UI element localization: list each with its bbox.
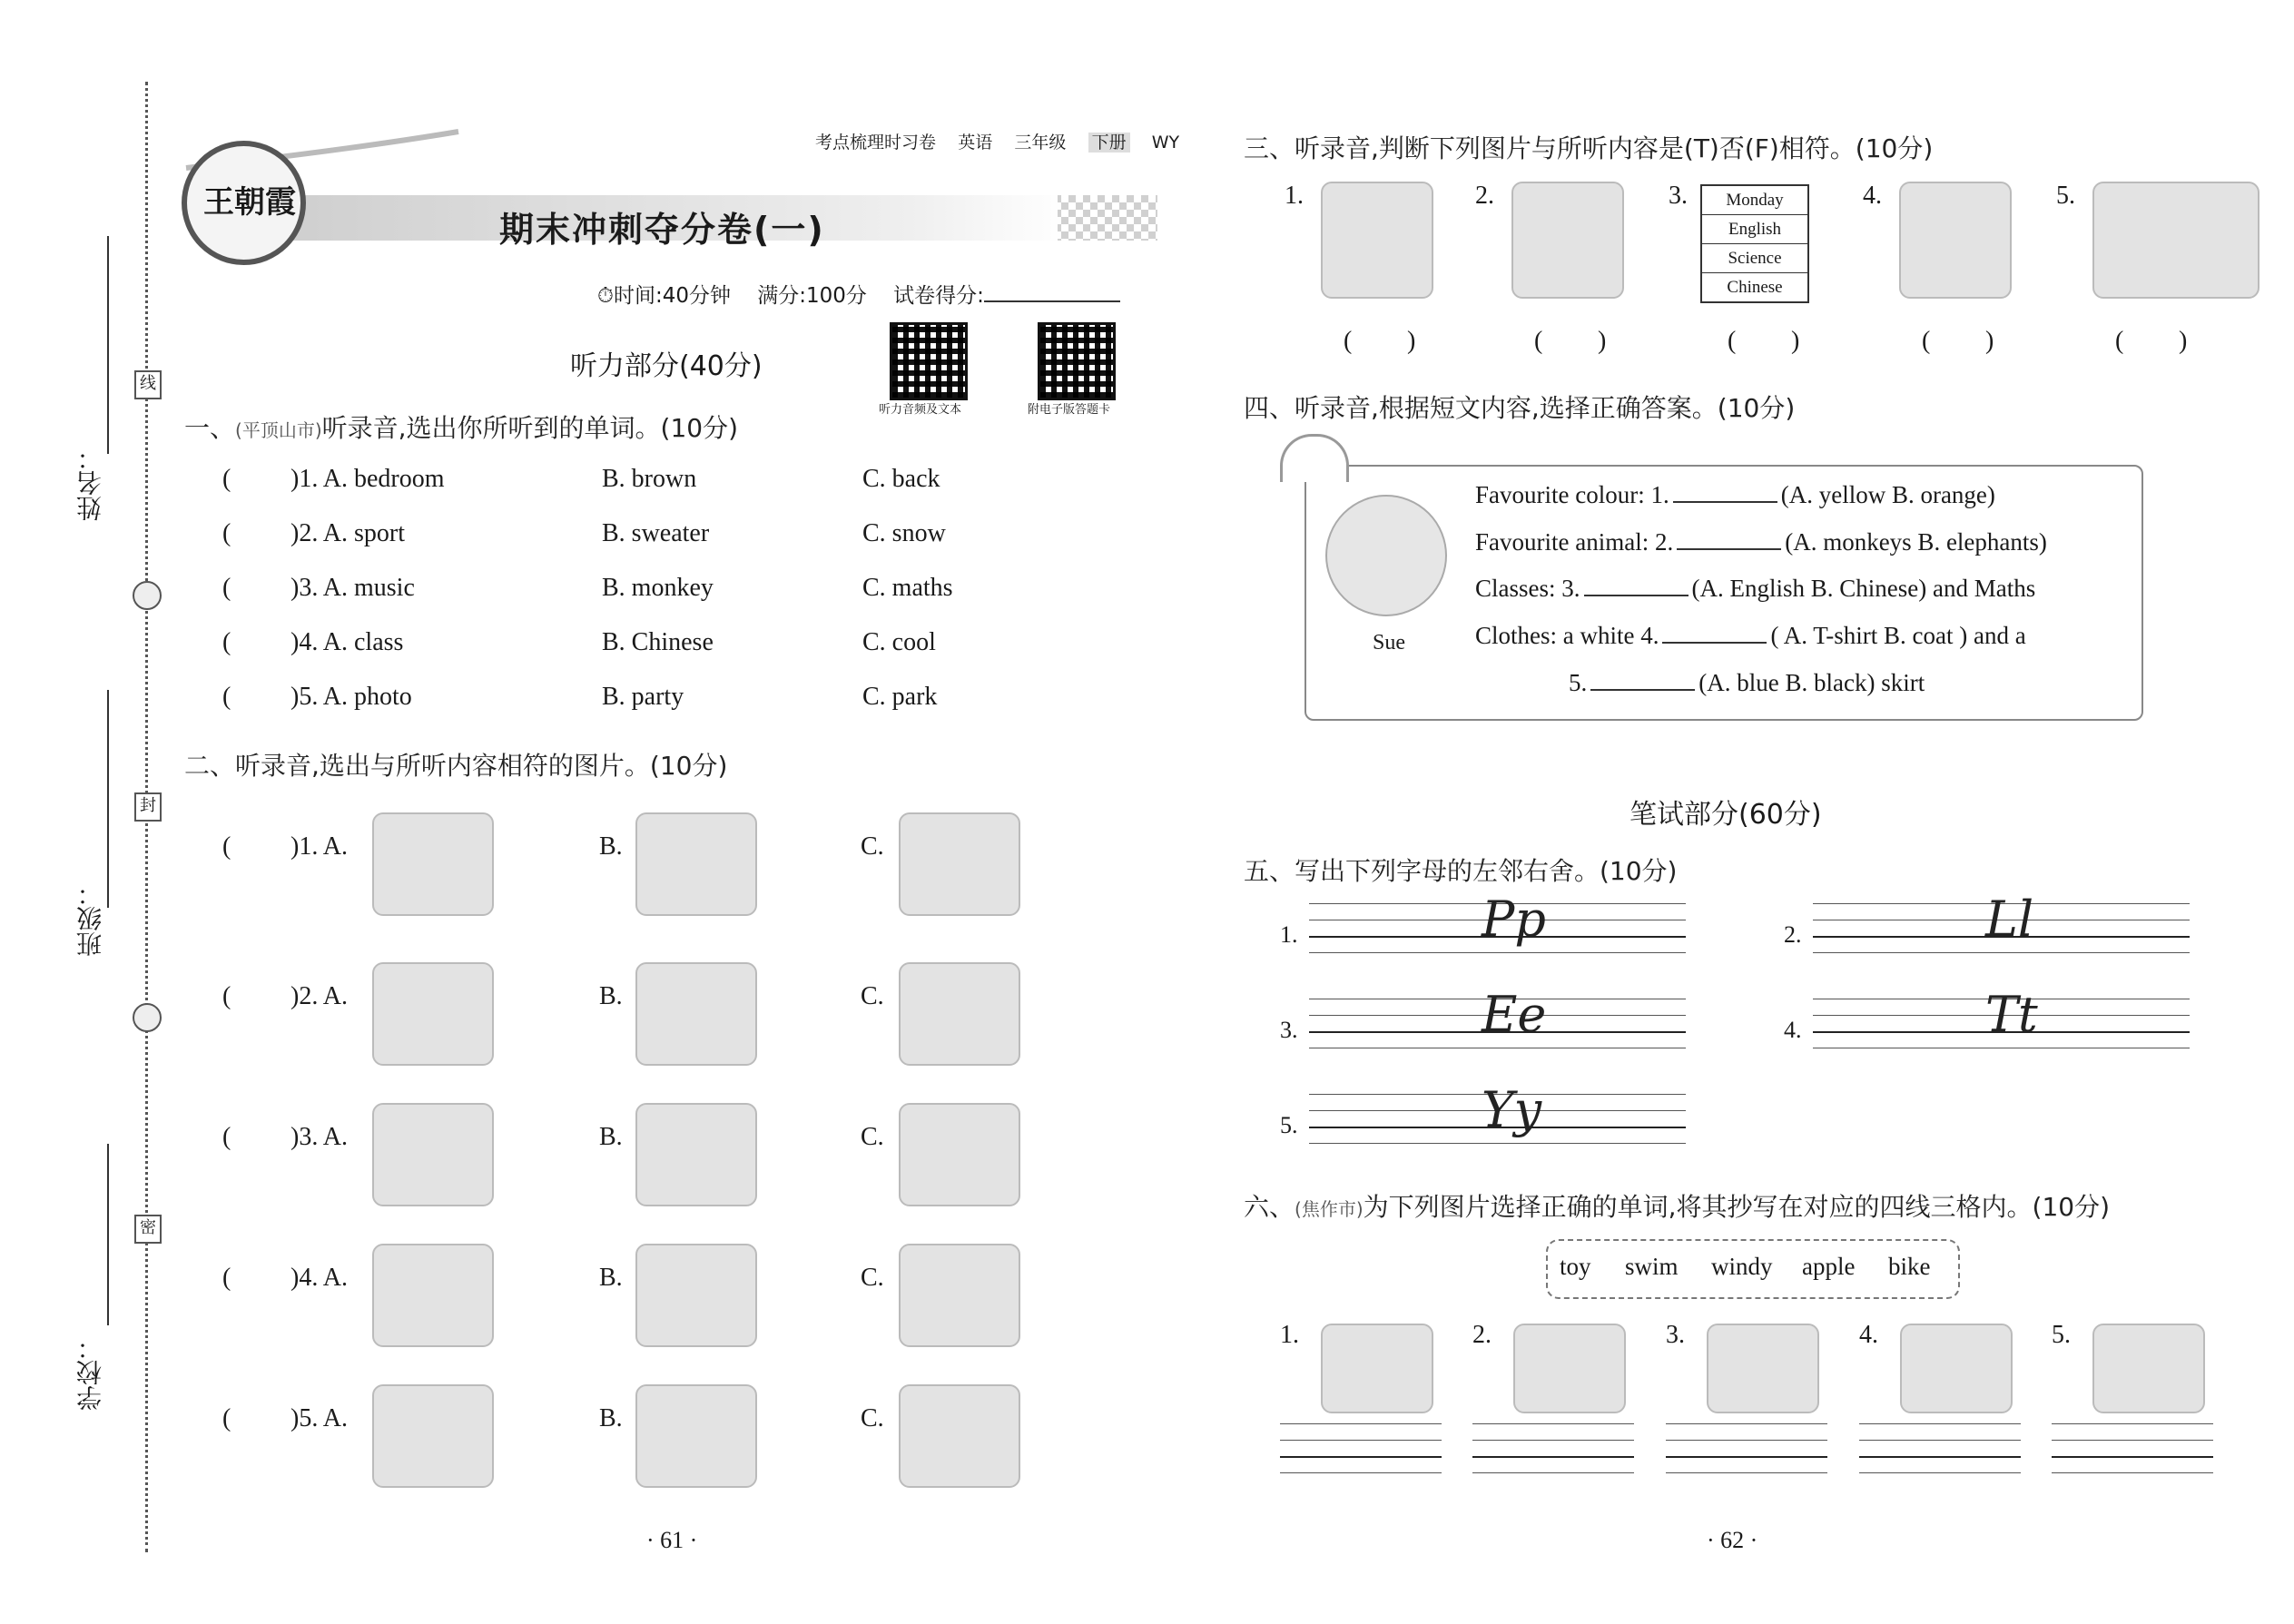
grid-line bbox=[1280, 1423, 1442, 1424]
option-b-label: B. bbox=[599, 1123, 623, 1151]
letter-sample: Yy bbox=[1482, 1081, 1542, 1138]
answer-blank[interactable] bbox=[1590, 689, 1695, 691]
item-number: 2. bbox=[1784, 921, 1802, 948]
grid-line bbox=[1666, 1472, 1827, 1473]
word-bank-item: toy bbox=[1560, 1253, 1591, 1280]
q6-instruction: 为下列图片选择正确的单词,将其抄写在对应的四线三格内。(10分) bbox=[1363, 1192, 2111, 1222]
q3-title: 三、听录音,判断下列图片与所听内容是(T)否(F)相符。(10分) bbox=[1244, 133, 1934, 163]
grade: 三年级 bbox=[1014, 133, 1067, 153]
q6-region-tag: (焦作市) bbox=[1295, 1198, 1364, 1220]
edition: WY bbox=[1151, 133, 1180, 153]
brand-logo bbox=[182, 141, 306, 265]
line-prefix: Clothes: a white 4. bbox=[1475, 622, 1659, 649]
shirt-icon bbox=[899, 1103, 1020, 1206]
grid-line bbox=[2052, 1440, 2213, 1441]
grid-line bbox=[1859, 1440, 2021, 1441]
boy-on-sofa-icon bbox=[899, 962, 1020, 1066]
option-b: B. Chinese bbox=[602, 628, 714, 656]
bicycle-icon bbox=[1707, 1324, 1819, 1413]
option-c: C. maths bbox=[862, 574, 953, 602]
audio-qr-code[interactable] bbox=[890, 322, 968, 400]
option-c: C. park bbox=[862, 683, 938, 711]
option-c-label: C. bbox=[861, 982, 884, 1010]
option-a-label: )2. A. bbox=[290, 982, 348, 1010]
cap-with-panda-icon bbox=[899, 812, 1020, 916]
four-line-grid[interactable] bbox=[2052, 1423, 2213, 1478]
option-a: )3. A. music bbox=[290, 574, 415, 602]
option-c: C. cool bbox=[862, 628, 936, 656]
line-prefix: Classes: 3. bbox=[1475, 575, 1580, 602]
grid-line bbox=[1472, 1440, 1634, 1441]
answer-paren[interactable]: ( bbox=[1534, 327, 1543, 355]
option-a: )2. A. sport bbox=[290, 519, 405, 547]
line-options: (A. blue B. black) skirt bbox=[1698, 669, 1925, 696]
option-a-label: )1. A. bbox=[290, 832, 348, 861]
woman-at-computer-icon bbox=[635, 1384, 757, 1488]
grid-line bbox=[1859, 1423, 2021, 1424]
answer-qr-label: 附电子版答题卡 bbox=[1028, 403, 1111, 417]
answer-paren[interactable]: ( bbox=[222, 574, 231, 602]
option-a: )5. A. photo bbox=[290, 683, 412, 711]
answer-blank[interactable] bbox=[1584, 595, 1689, 596]
option-b: B. brown bbox=[602, 465, 697, 493]
item-number: 2. bbox=[1472, 1321, 1492, 1349]
q6-num: 六、 bbox=[1244, 1192, 1295, 1222]
grid-line bbox=[1472, 1456, 1634, 1458]
girl-at-door-icon bbox=[372, 1384, 494, 1488]
line-options: (A. English B. Chinese) and Maths bbox=[1691, 575, 2036, 602]
grid-line bbox=[1859, 1472, 2021, 1473]
passage-line bbox=[1475, 528, 2047, 556]
passage-line bbox=[1475, 575, 2035, 603]
grid-line bbox=[1280, 1440, 1442, 1441]
grid-line bbox=[1813, 952, 2190, 953]
rainbow-icon bbox=[1280, 434, 1349, 482]
word-bank-item: windy bbox=[1711, 1253, 1773, 1280]
option-a: )4. A. class bbox=[290, 628, 404, 656]
answer-paren-close: ) bbox=[1985, 327, 1994, 355]
passage-line bbox=[1475, 481, 1995, 509]
word-bank-item: bike bbox=[1888, 1253, 1931, 1280]
boy-standing-icon bbox=[1321, 182, 1433, 299]
series-name: 考点梳理时习卷 bbox=[815, 133, 937, 153]
girl-skipping-rope-icon bbox=[635, 1244, 757, 1347]
option-a-label: )3. A. bbox=[290, 1123, 348, 1151]
option-a: )1. A. bedroom bbox=[290, 465, 445, 493]
item-number: 3. bbox=[1666, 1321, 1685, 1349]
grid-line bbox=[1472, 1472, 1634, 1473]
girl-ping-pong-icon bbox=[372, 1244, 494, 1347]
answer-blank[interactable] bbox=[1677, 548, 1781, 550]
girl-sue-icon bbox=[1325, 495, 1447, 616]
answer-paren-close: ) bbox=[1407, 327, 1416, 355]
swimmer-icon bbox=[1513, 1324, 1626, 1413]
grid-line bbox=[1859, 1456, 2021, 1458]
option-b: B. sweater bbox=[602, 519, 710, 547]
page-number-left: · 61 · bbox=[646, 1527, 698, 1553]
seal-box-secret: 密 bbox=[134, 1215, 162, 1244]
name-label: 姓名： bbox=[75, 445, 105, 521]
seal-box-seal: 封 bbox=[134, 792, 162, 822]
class-label: 班级： bbox=[75, 881, 105, 957]
word-bank-item: apple bbox=[1802, 1253, 1856, 1280]
q1-instruction: 听录音,选出你所听到的单词。(10分) bbox=[321, 413, 739, 443]
four-line-grid[interactable] bbox=[1859, 1423, 2021, 1478]
windy-tree-icon bbox=[2092, 1324, 2205, 1413]
logo-text: 王朝霞 bbox=[203, 184, 296, 221]
answer-paren[interactable]: ( bbox=[1344, 327, 1353, 355]
boy-in-bed-icon bbox=[372, 962, 494, 1066]
grid-line bbox=[1666, 1456, 1827, 1458]
answer-paren[interactable]: ( bbox=[222, 1264, 231, 1292]
seal-box-line: 线 bbox=[134, 370, 162, 399]
option-b: B. party bbox=[602, 683, 684, 711]
passage-line bbox=[1569, 669, 1925, 697]
answer-paren[interactable]: ( bbox=[222, 519, 231, 547]
option-b-label: B. bbox=[599, 1404, 623, 1432]
option-a-label: )5. A. bbox=[290, 1404, 348, 1432]
boy-playing-football-icon bbox=[635, 962, 757, 1066]
school-line bbox=[107, 1144, 109, 1325]
q1-region-tag: (平顶山市) bbox=[235, 419, 322, 441]
written-heading: 笔试部分(60分) bbox=[1629, 799, 1822, 831]
grid-line bbox=[1280, 1472, 1442, 1473]
class-line bbox=[107, 690, 109, 908]
option-b-label: B. bbox=[599, 982, 623, 1010]
passage-line bbox=[1475, 622, 2026, 650]
page-title: 期末冲刺夺分卷(一) bbox=[499, 210, 825, 250]
panda-in-hat-icon bbox=[372, 812, 494, 916]
answer-paren[interactable]: ( bbox=[222, 1123, 231, 1151]
shop-shelf-icon bbox=[899, 1384, 1020, 1488]
option-c-label: C. bbox=[861, 1404, 884, 1432]
answer-paren[interactable]: ( bbox=[222, 683, 231, 711]
dress-icon bbox=[635, 1103, 757, 1206]
option-c: C. snow bbox=[862, 519, 946, 547]
kids-skating-icon bbox=[1899, 182, 2012, 299]
item-number: 3. bbox=[1280, 1017, 1298, 1043]
timetable-cell: English bbox=[1702, 215, 1807, 244]
answer-paren[interactable]: ( bbox=[1728, 327, 1737, 355]
word-bank-item: swim bbox=[1625, 1253, 1679, 1280]
letter-sample: Tt bbox=[1985, 986, 2038, 1043]
answer-blank[interactable] bbox=[1662, 642, 1767, 644]
q1-title bbox=[184, 408, 738, 445]
exam-info bbox=[597, 279, 1120, 309]
grid-line bbox=[2052, 1472, 2213, 1473]
four-line-grid[interactable] bbox=[1666, 1423, 1827, 1478]
item-number: 5. bbox=[2052, 1321, 2071, 1349]
line-options: ( A. T-shirt B. coat ) and a bbox=[1770, 622, 2026, 649]
option-b-label: B. bbox=[599, 1264, 623, 1292]
letter-sample: Pp bbox=[1482, 891, 1546, 948]
item-number: 2. bbox=[1475, 182, 1494, 210]
item-number: 1. bbox=[1285, 182, 1304, 210]
sweater-icon bbox=[372, 1103, 494, 1206]
apple-icon bbox=[1321, 1324, 1433, 1413]
listening-heading: 听力部分(40分) bbox=[570, 350, 763, 382]
answer-paren[interactable]: ( bbox=[222, 982, 231, 1010]
item-number: 1. bbox=[1280, 921, 1298, 948]
header-meta bbox=[815, 129, 1179, 153]
answer-paren[interactable]: ( bbox=[2115, 327, 2124, 355]
item-number: 4. bbox=[1863, 182, 1882, 210]
clock-icon: ⏱ bbox=[597, 284, 614, 308]
q5-title: 五、写出下列字母的左邻右舍。(10分) bbox=[1244, 856, 1678, 886]
grid-line bbox=[1666, 1440, 1827, 1441]
grid-line bbox=[1666, 1423, 1827, 1424]
answer-paren[interactable]: ( bbox=[222, 832, 231, 861]
panda-on-hat-icon bbox=[635, 812, 757, 916]
answer-paren-close: ) bbox=[2179, 327, 2188, 355]
timetable-icon bbox=[1700, 184, 1809, 303]
line-options: (A. monkeys B. elephants) bbox=[1785, 528, 2047, 556]
answer-qr-code[interactable] bbox=[1038, 322, 1116, 400]
margin-dot bbox=[133, 581, 162, 610]
four-line-grid[interactable] bbox=[1472, 1423, 1634, 1478]
answer-paren[interactable]: ( bbox=[222, 465, 231, 493]
line-prefix: Favourite colour: 1. bbox=[1475, 481, 1669, 508]
school-label: 学校： bbox=[75, 1334, 105, 1411]
bananas-icon bbox=[1511, 182, 1624, 299]
grid-line bbox=[1309, 1143, 1686, 1144]
option-c-label: C. bbox=[861, 1123, 884, 1151]
option-c-label: C. bbox=[861, 1264, 884, 1292]
item-number: 1. bbox=[1280, 1321, 1299, 1349]
answer-paren[interactable]: ( bbox=[222, 628, 231, 656]
line-prefix: Favourite animal: 2. bbox=[1475, 528, 1674, 556]
item-number: 4. bbox=[1859, 1321, 1878, 1349]
q1-num: 一、 bbox=[184, 413, 236, 443]
answer-paren[interactable]: ( bbox=[1922, 327, 1931, 355]
page-number-right: · 62 · bbox=[1707, 1527, 1758, 1553]
answer-paren-close: ) bbox=[1791, 327, 1800, 355]
audio-qr-label: 听力音频及文本 bbox=[879, 403, 962, 417]
option-b: B. monkey bbox=[602, 574, 714, 602]
q6-title bbox=[1244, 1187, 2110, 1224]
full-score: 满分:100分 bbox=[757, 284, 867, 308]
girl-skating-icon bbox=[899, 1244, 1020, 1347]
item-number: 5. bbox=[2056, 182, 2075, 210]
line-options: (A. yellow B. orange) bbox=[1780, 481, 1995, 508]
name-line bbox=[107, 236, 109, 454]
grid-line bbox=[1309, 952, 1686, 953]
grid-line bbox=[1472, 1423, 1634, 1424]
girl-name: Sue bbox=[1373, 631, 1405, 655]
item-number: 4. bbox=[1784, 1017, 1802, 1043]
timetable-cell: Monday bbox=[1702, 186, 1807, 215]
exam-time: 时间:40分钟 bbox=[613, 284, 731, 308]
grid-line bbox=[2052, 1423, 2213, 1424]
bus-icon bbox=[2092, 182, 2260, 299]
score-label: 试卷得分: bbox=[893, 284, 984, 308]
timetable-cell: Science bbox=[1702, 244, 1807, 273]
grid-line bbox=[2052, 1456, 2213, 1458]
letter-sample: Ll bbox=[1985, 891, 2034, 948]
item-number: 5. bbox=[1280, 1112, 1298, 1138]
teddy-bear-icon bbox=[1900, 1324, 2013, 1413]
item-number: 3. bbox=[1669, 182, 1688, 210]
q2-title: 二、听录音,选出与所听内容相符的图片。(10分) bbox=[184, 751, 728, 781]
option-b-label: B. bbox=[599, 832, 623, 861]
answer-blank[interactable] bbox=[1673, 501, 1777, 503]
term: 下册 bbox=[1088, 133, 1130, 153]
grid-line bbox=[1280, 1456, 1442, 1458]
answer-paren[interactable]: ( bbox=[222, 1404, 231, 1432]
margin-dot bbox=[133, 1003, 162, 1032]
four-line-grid[interactable] bbox=[1280, 1423, 1442, 1478]
score-field[interactable] bbox=[984, 300, 1120, 302]
answer-paren-close: ) bbox=[1598, 327, 1607, 355]
option-a-label: )4. A. bbox=[290, 1264, 348, 1292]
option-c: C. back bbox=[862, 465, 940, 493]
line-prefix: 5. bbox=[1569, 669, 1588, 696]
letter-sample: Ee bbox=[1482, 986, 1547, 1043]
subject: 英语 bbox=[958, 133, 993, 153]
timetable-cell: Chinese bbox=[1727, 278, 1783, 297]
option-c-label: C. bbox=[861, 832, 884, 861]
q4-title: 四、听录音,根据短文内容,选择正确答案。(10分) bbox=[1244, 393, 1796, 423]
